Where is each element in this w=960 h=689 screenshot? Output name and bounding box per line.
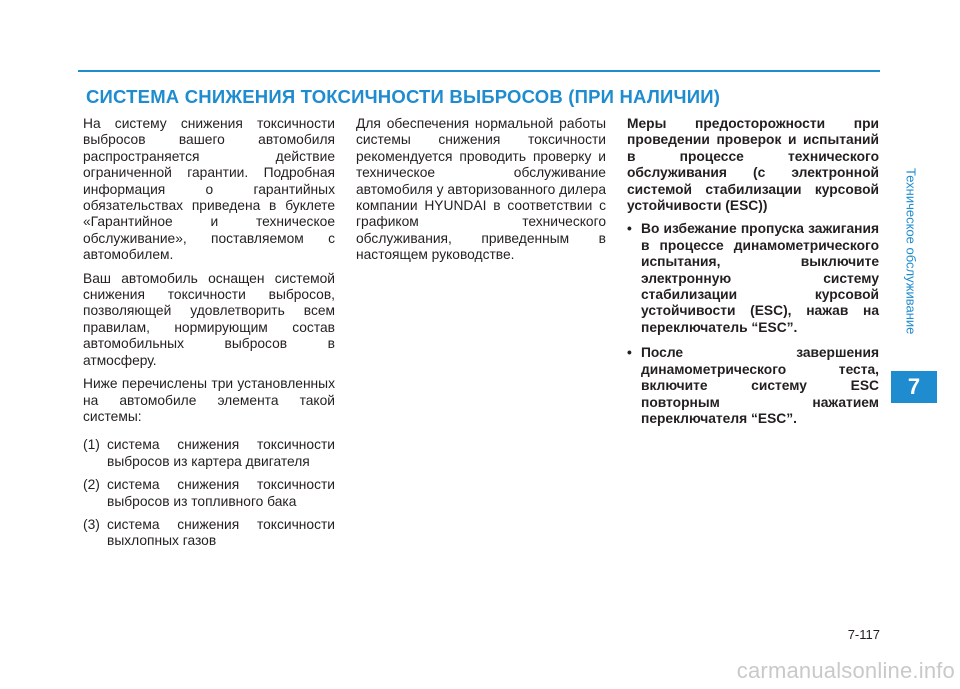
precautions-list: [627, 221, 879, 427]
paragraph-equipped: Ваш автомобиль оснащен системой снижения токсичности выбросов, позволяющей удовлетворить всем правилам, нормирующим состав автомобильных выбросов в атмосферу.: [83, 270, 335, 368]
watermark: carmanualsonline.info: [736, 658, 955, 683]
column-middle: [356, 116, 606, 271]
chapter-number: 7: [907, 374, 921, 399]
list-item-text: система снижения токсичности выбросов из топливного бака: [107, 477, 335, 509]
list-item: [83, 517, 335, 550]
chapter-side-label: [896, 168, 926, 368]
list-item-text: система снижения токсичности выбросов из картера двигателя: [107, 437, 335, 469]
list-item: [627, 221, 879, 336]
list-item: [83, 437, 335, 470]
list-item: [627, 345, 879, 427]
column-right: [627, 116, 879, 436]
precautions-heading: Меры предосторожности при проведении проверок и испытаний в процессе технического обслуживания (с электронной системой стабилизации курсовой устойчивости (ESC)): [627, 116, 879, 214]
column-left: [83, 116, 335, 557]
list-item-number: (3): [83, 516, 100, 532]
section-title: СИСТЕМА СНИЖЕНИЯ ТОКСИЧНОСТИ ВЫБРОСОВ (ПРИ НАЛИЧИИ): [86, 86, 721, 107]
top-rule: [78, 70, 880, 72]
bullet-icon: •: [627, 345, 632, 361]
emission-systems-list: [83, 437, 335, 549]
list-item-number: (1): [83, 437, 100, 453]
list-item: [83, 477, 335, 510]
paragraph-elements-intro: Ниже перечислены три установленных на автомобиле элемента такой системы:: [83, 376, 335, 424]
list-item-number: (2): [83, 477, 100, 493]
list-item-text: система снижения токсичности выхлопных газов: [107, 516, 335, 549]
list-item-text: Во избежание пропуска зажигания в процессе динамометрического испытания, выключите электронную систему стабилизации курсовой устойчивости (ESC), нажав на переключатель “ESC”.: [641, 221, 879, 335]
list-item-text: После завершения динамометрического теста, включите систему ESC повторным нажатием переключателя “ESC”.: [641, 345, 879, 426]
paragraph-maintenance: Для обеспечения нормальной работы системы снижения токсичности рекомендуется проводить проверку и техническое обслуживание автомобиля у авторизованного дилера компании HYUNDAI в соответствии с графиком технического обслуживания, приведенным в настоящем руководстве.: [356, 116, 606, 263]
paragraph-warranty: На систему снижения токсичности выбросов вашего автомобиля распространяется действие ограниченной гарантии. Подробная информация о гарантийных обязательствах приведена в буклете «Гарантийное и техническое обслуживание», поставляемом с автомобилем.: [83, 116, 335, 263]
page-number: 7-117: [847, 627, 880, 642]
bullet-icon: •: [627, 221, 632, 237]
chapter-tab: [891, 371, 937, 403]
chapter-side-label-text: Техническое обслуживание: [903, 168, 919, 335]
